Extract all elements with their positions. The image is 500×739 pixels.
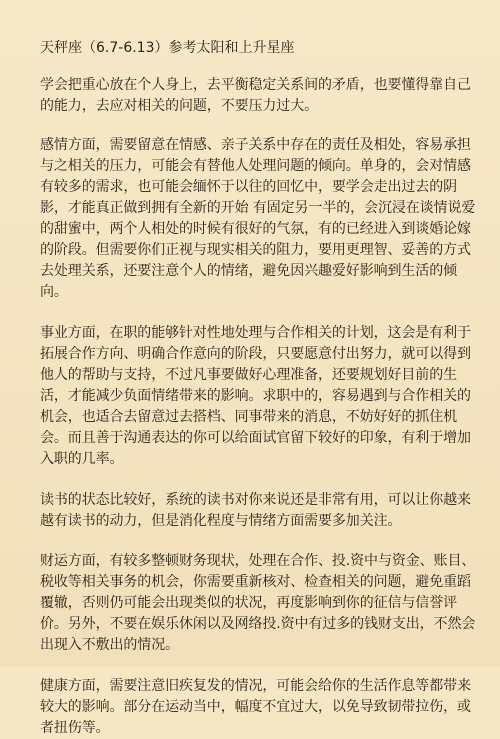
paragraph-intro: 学会把重心放在个人身上，去平衡稳定关系间的矛盾，也要懂得靠自己的能力，去应对相关的问题，不要压力过大。 (40, 77, 471, 114)
page-title: 天秤座（6.7-6.13）参考太阳和上升星座 (40, 40, 295, 56)
paragraph-love: 感情方面，需要留意在情感、亲子关系中存在的责任及相处，容易承担与之相关的压力，可能会有替他人处理问题的倾向。单身的，会对情感有较多的需求，也可能会缅怀于以往的回忆中，要学会走出过去的阴影，才能真正做到拥有全新的开始 有固定另一半的，会沉浸在谈情说爱的甜蜜中，两个人相处的时候有很好的气氛，有的已经进入到谈婚论嫁的阶段。但需要你们正视与现实相关的阻力，要用更理智、妥善的方式去处理关系，还要注意个人的情绪，避免因兴趣爱好影响到生活的倾向。 (40, 137, 476, 300)
paragraph-wealth: 财运方面，有较多整顿财务现状，处理在合作、投.资中与资金、账目、税收等相关事务的机会，你需要重新核对、检查相关的问题，避免重蹈覆辙，否则仍可能会出现类似的状况，再度影响到你的征信与信誉评价。另外，不要在娱乐休闲以及网络投.资中有过多的钱财支出，不然会出现入不敷出的情况。 (40, 553, 476, 653)
paragraph-career: 事业方面，在职的能够针对性地处理与合作相关的计划，这会是有利于拓展合作方向、明确合作意向的阶段，只要愿意付出努力，就可以得到他人的帮助与支持，不过凡事要做好心理准备，还要规划好目前的生活，才能减少负面情绪带来的影响。求职中的，容易遇到与合作相关的机会，也适合去留意过去搭档、同事带来的消息，不妨好好的抓住机会。而且善于沟通表达的你可以给面试官留下较好的印象，有利于增加入职的几率。 (40, 325, 471, 467)
paragraph-health: 健康方面，需要注意旧疾复发的情况，可能会给你的生活作息等都带来较大的影响。部分在运动当中，幅度不宜过大，以免导致韧带拉伤，或者扭伤等。 (40, 678, 471, 736)
paragraph-study: 读书的状态比较好，系统的读书对你来说还是非常有用，可以让你越来越有读书的动力，但是消化程度与情绪方面需要多加关注。 (40, 492, 471, 529)
